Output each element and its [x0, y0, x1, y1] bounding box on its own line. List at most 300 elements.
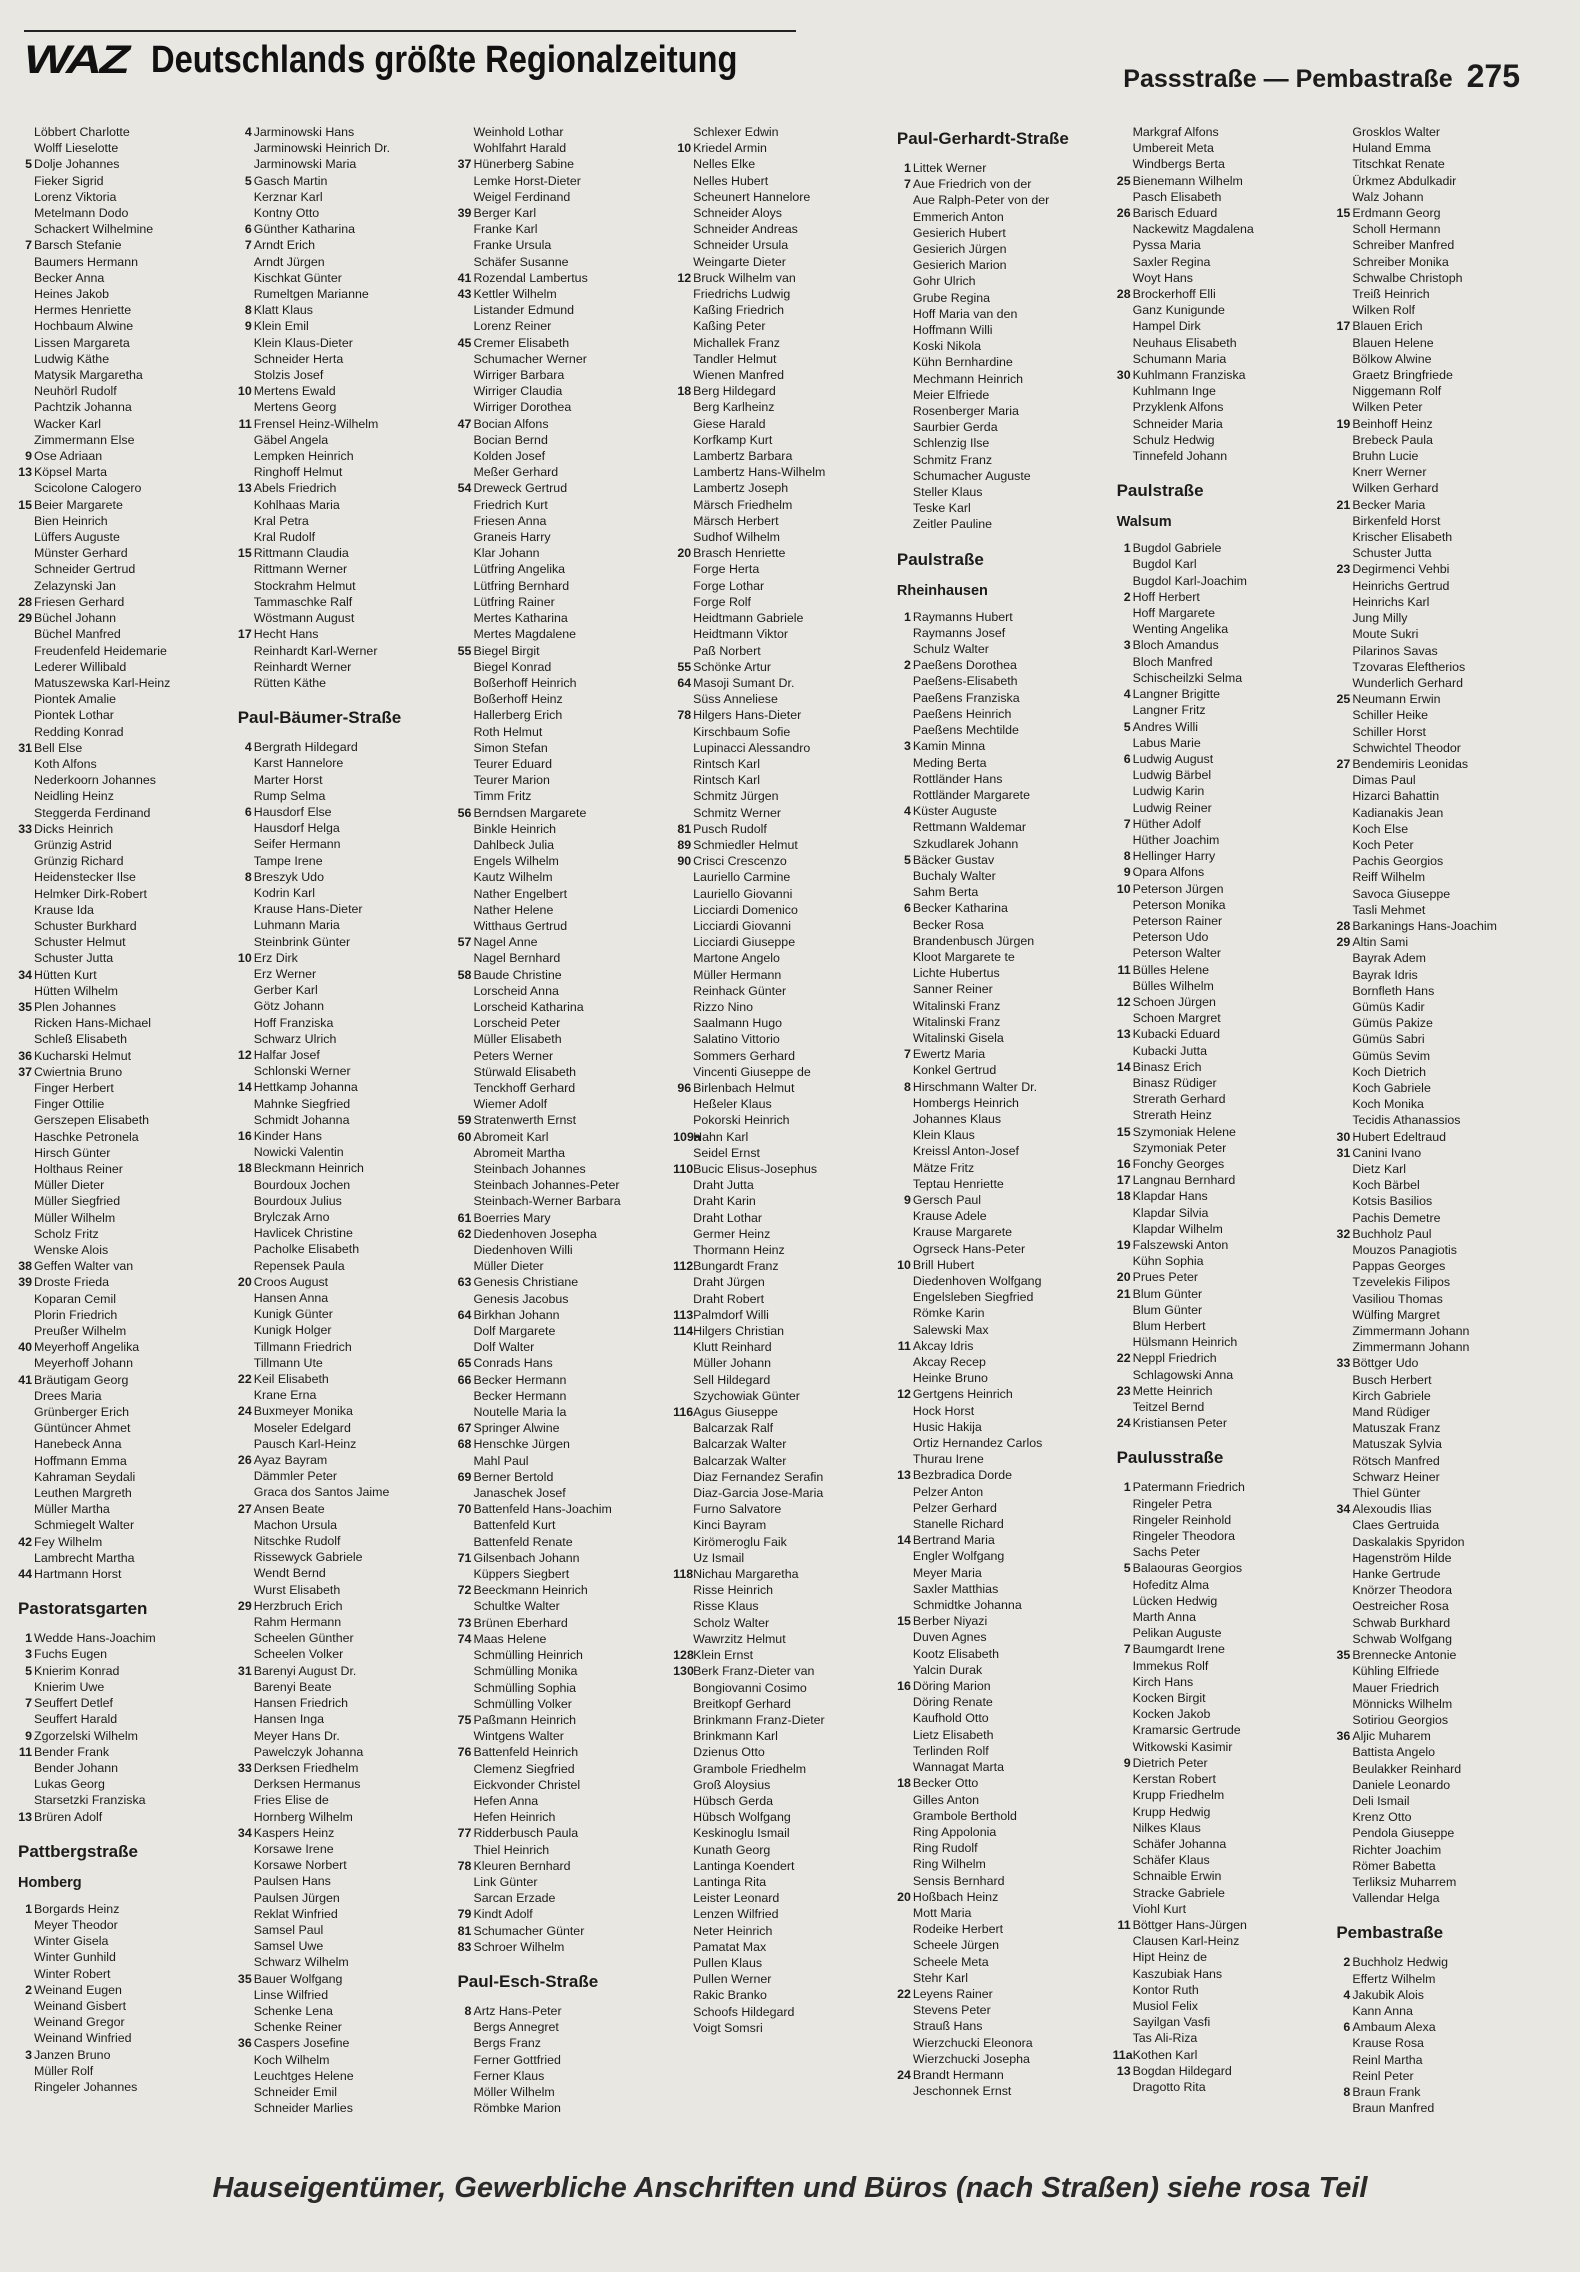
resident-name: Meßer Gerhard [473, 465, 559, 480]
resident-name: Bayrak Idris [1352, 967, 1418, 982]
resident-entry [1332, 659, 1546, 675]
resident-name: Klein Emil [253, 319, 309, 334]
resident-name: Schneider Andreas [693, 222, 798, 237]
resident-name: Hilgers Hans-Dieter [693, 708, 802, 723]
resident-entry [673, 480, 887, 496]
resident-entry [453, 967, 667, 983]
resident-entry [14, 578, 228, 594]
resident-name: Schwab Wolfgang [1352, 1631, 1452, 1646]
house-number: 16 [1116, 1156, 1131, 1171]
resident-name: Grosklos Walter [1352, 125, 1440, 139]
resident-name: Lütfring Bernhard [473, 578, 570, 593]
resident-entry [893, 1727, 1107, 1743]
resident-entry [1332, 1177, 1546, 1193]
resident-entry [673, 1939, 887, 1955]
resident-name: Fries Elise de [253, 1793, 329, 1808]
resident-name: Brasch Henriette [693, 546, 786, 561]
house-number: 19 [1336, 416, 1351, 431]
resident-name: Titschkat Renate [1352, 157, 1445, 172]
resident-entry [14, 918, 228, 934]
resident-entry [673, 561, 887, 577]
resident-entry [14, 1728, 228, 1744]
resident-name: Groß Aloysius [693, 1777, 771, 1792]
resident-name: Battista Angelo [1352, 1745, 1435, 1760]
resident-name: Bugdol Gabriele [1132, 541, 1222, 556]
resident-name: Hecht Hans [253, 627, 319, 642]
resident-name: Moseler Edelgard [253, 1420, 351, 1435]
resident-name: Maas Helene [473, 1631, 547, 1646]
resident-name: Kral Petra [253, 513, 309, 528]
resident-name: Schreiber Manfred [1352, 238, 1455, 253]
resident-entry [453, 837, 667, 853]
resident-name: Steller Klaus [912, 485, 983, 500]
resident-entry [1332, 1355, 1546, 1371]
resident-name: Bien Heinrich [34, 513, 108, 528]
resident-name: Seifer Hermann [253, 837, 341, 852]
resident-entry [673, 497, 887, 513]
resident-entry [893, 1694, 1107, 1710]
resident-name: Rintsch Karl [693, 756, 760, 771]
resident-entry [453, 821, 667, 837]
resident-entry [234, 335, 448, 351]
resident-entry [453, 1145, 667, 1161]
resident-name: Friesen Anna [473, 513, 547, 528]
resident-name: Schmidtke Johanna [912, 1598, 1022, 1613]
resident-name: Brünen Eberhard [473, 1615, 568, 1630]
resident-entry [234, 302, 448, 318]
resident-name: Kindt Adolf [473, 1907, 533, 1922]
resident-name: Kinci Bayram [693, 1518, 767, 1533]
resident-name: Krischer Elisabeth [1352, 530, 1453, 545]
resident-name: Rozendal Lambertus [473, 270, 588, 285]
resident-entry [1332, 545, 1546, 561]
resident-entry [234, 2003, 448, 2019]
resident-entry [234, 1776, 448, 1792]
resident-name: Peterson Rainer [1132, 913, 1223, 928]
resident-entry [893, 690, 1107, 706]
resident-entry [1113, 189, 1327, 205]
resident-entry [14, 1388, 228, 1404]
house-number: 24 [1116, 1416, 1131, 1431]
resident-name: Clemenz Siegfried [473, 1761, 575, 1776]
resident-name: Brandenbusch Jürgen [912, 933, 1035, 948]
resident-name: Ose Adriaan [34, 449, 103, 464]
house-number: 7 [903, 1047, 911, 1062]
resident-name: Ringeler Theodora [1132, 1529, 1235, 1544]
resident-entry [673, 205, 887, 221]
resident-entry [14, 1031, 228, 1047]
resident-name: Kerstan Robert [1132, 1772, 1216, 1787]
resident-entry [1113, 2063, 1327, 2079]
resident-name: Buchholz Paul [1352, 1226, 1432, 1241]
resident-name: Thormann Heinz [693, 1243, 785, 1258]
house-number: 64 [457, 1307, 472, 1322]
resident-entry [453, 1161, 667, 1177]
resident-entry [673, 756, 887, 772]
resident-entry [893, 419, 1107, 435]
resident-name: Finger Herbert [34, 1080, 114, 1095]
resident-name: Tillmann Ute [253, 1355, 323, 1370]
resident-name: Wohlfahrt Harald [473, 141, 567, 156]
resident-name: Grünzig Richard [34, 854, 124, 869]
resident-entry [1332, 1534, 1546, 1550]
resident-name: Schönke Artur [693, 659, 771, 674]
resident-name: Grünberger Erich [34, 1405, 130, 1420]
directory-column-5 [893, 124, 1107, 2164]
resident-entry [234, 464, 448, 480]
house-number: 27 [1336, 756, 1351, 771]
resident-entry [673, 707, 887, 723]
resident-name: Reinhardt Werner [253, 659, 352, 674]
resident-entry [234, 1484, 448, 1500]
resident-name: Stratenwerth Ernst [473, 1113, 577, 1128]
resident-entry [453, 318, 667, 334]
resident-name: Hettkamp Johanna [253, 1080, 358, 1095]
resident-entry [14, 1809, 228, 1825]
resident-name: Erz Dirk [253, 950, 298, 965]
resident-entry [1113, 286, 1327, 302]
resident-entry [893, 1224, 1107, 1240]
resident-entry [1113, 1059, 1327, 1075]
resident-name: Bauer Wolfgang [253, 1971, 343, 1986]
resident-name: Sarcan Erzade [473, 1891, 556, 1906]
directory-column-1 [14, 124, 228, 2164]
resident-name: Lorscheid Anna [473, 983, 559, 998]
resident-entry [893, 836, 1107, 852]
resident-entry [1113, 962, 1327, 978]
resident-entry [893, 1241, 1107, 1257]
house-number: 112 [673, 1259, 694, 1274]
house-number: 81 [677, 821, 692, 836]
resident-entry [453, 335, 667, 351]
resident-entry [14, 318, 228, 334]
resident-entry [1113, 1075, 1327, 1091]
house-number: 21 [1336, 497, 1351, 512]
resident-name: Keil Elisabeth [253, 1372, 329, 1387]
resident-entry [1332, 675, 1546, 691]
resident-name: Müller Dieter [473, 1259, 544, 1274]
house-number: 114 [673, 1324, 694, 1339]
resident-entry [234, 788, 448, 804]
resident-name: Ludwig Käthe [34, 351, 110, 366]
resident-name: Ortiz Hernandez Carlos [912, 1436, 1043, 1451]
resident-name: Zgorzelski Wilhelm [34, 1728, 138, 1743]
resident-entry [673, 594, 887, 610]
resident-entry [453, 1663, 667, 1679]
house-number: 1 [903, 161, 911, 175]
resident-name: Salatino Vittorio [693, 1032, 780, 1047]
resident-name: Metelmann Dodo [34, 206, 129, 221]
resident-name: Lorenz Reiner [473, 319, 552, 334]
resident-entry [673, 1274, 887, 1290]
resident-name: Uz Ismail [693, 1550, 745, 1565]
directory-column-6 [1113, 124, 1327, 2164]
resident-name: Ogrseck Hans-Peter [912, 1241, 1026, 1256]
resident-name: Paeßens Mechtilde [912, 723, 1019, 738]
resident-entry [14, 1485, 228, 1501]
resident-entry [893, 371, 1107, 387]
resident-name: Klein Ernst [693, 1648, 754, 1663]
resident-name: Kubacki Jutta [1132, 1043, 1207, 1058]
resident-entry [893, 1030, 1107, 1046]
resident-name: Ansen Beate [253, 1501, 325, 1516]
resident-entry [893, 160, 1107, 176]
resident-name: Weinand Gisbert [34, 1998, 127, 2013]
resident-entry [893, 1451, 1107, 1467]
resident-entry [893, 338, 1107, 354]
resident-entry [234, 1258, 448, 1274]
resident-entry [1332, 140, 1546, 156]
resident-name: Woyt Hans [1132, 270, 1193, 285]
resident-entry [1332, 124, 1546, 140]
resident-name: Barsch Stefanie [34, 238, 122, 253]
resident-name: Jakubik Alois [1352, 1987, 1424, 2002]
resident-entry [673, 1777, 887, 1793]
resident-name: Hansen Friedrich [253, 1696, 349, 1711]
resident-entry [14, 853, 228, 869]
resident-entry [673, 1793, 887, 1809]
resident-entry [14, 1355, 228, 1371]
resident-entry [1332, 1112, 1546, 1128]
resident-entry [453, 561, 667, 577]
resident-name: Kautz Wilhelm [473, 870, 553, 885]
resident-entry [453, 1550, 667, 1566]
resident-entry [1332, 1210, 1546, 1226]
resident-entry [673, 1015, 887, 1031]
resident-entry [453, 140, 667, 156]
resident-name: Schoofs Hildegard [693, 2004, 795, 2019]
resident-name: Märsch Herbert [693, 513, 779, 528]
resident-name: Hoff Maria van den [912, 306, 1018, 321]
resident-name: Hüther Joachim [1132, 832, 1220, 847]
resident-name: Müller Dieter [34, 1178, 105, 1193]
resident-name: Berber Niyazi [912, 1614, 988, 1629]
house-number: 40 [18, 1340, 32, 1355]
house-number: 11 [18, 1744, 32, 1759]
resident-name: Janzen Bruno [34, 2047, 111, 2062]
resident-name: Döring Marion [912, 1679, 991, 1694]
resident-name: Kadianakis Jean [1352, 805, 1444, 820]
house-number: 1 [1123, 541, 1131, 556]
resident-name: Finger Ottilie [34, 1097, 105, 1112]
house-number: 13 [237, 481, 252, 496]
resident-entry [234, 1760, 448, 1776]
resident-name: Heidtmann Viktor [693, 627, 788, 642]
resident-name: Engelsleben Siegfried [912, 1290, 1034, 1305]
house-number: 56 [457, 805, 472, 820]
resident-entry [453, 643, 667, 659]
house-number: 13 [1116, 2063, 1131, 2078]
resident-name: Heßeler Klaus [693, 1097, 772, 1112]
resident-name: Kocken Birgit [1132, 1691, 1206, 1706]
resident-entry [14, 1517, 228, 1533]
resident-name: Schäfer Johanna [1132, 1836, 1227, 1851]
resident-entry [234, 1971, 448, 1987]
resident-name: Krane Erna [253, 1388, 317, 1403]
resident-name: Paeßens-Elisabeth [912, 674, 1018, 689]
house-number: 28 [1116, 287, 1131, 302]
house-number: 6 [244, 222, 252, 237]
resident-entry [234, 1355, 448, 1371]
resident-name: Scicolone Calogero [34, 481, 142, 496]
resident-name: Stehr Karl [912, 1970, 968, 1985]
resident-name: Starsetzki Franziska [34, 1793, 146, 1808]
resident-entry [893, 1937, 1107, 1953]
house-number: 9 [25, 1728, 32, 1743]
resident-name: Jarminowski Hans [253, 125, 355, 139]
resident-name: Bergs Annegret [473, 2020, 559, 2035]
resident-entry [14, 1453, 228, 1469]
resident-name: Hausdorf Else [253, 804, 332, 819]
resident-name: Pullen Werner [693, 1972, 772, 1987]
resident-entry [673, 156, 887, 172]
resident-name: Wenting Angelika [1132, 622, 1229, 637]
resident-entry [453, 886, 667, 902]
resident-entry [234, 1420, 448, 1436]
resident-name: Hübsch Gerda [693, 1793, 774, 1808]
resident-entry [1332, 480, 1546, 496]
resident-entry [1332, 399, 1546, 415]
resident-entry [1332, 1064, 1546, 1080]
resident-name: Ludwig Reiner [1132, 800, 1212, 815]
resident-entry [893, 2067, 1107, 2083]
resident-entry [14, 1630, 228, 1646]
house-number: 2 [1343, 1955, 1351, 1970]
resident-name: Ringhoff Helmut [253, 465, 343, 480]
resident-name: Hornberg Wilhelm [253, 1809, 353, 1824]
resident-name: Forge Herta [693, 562, 760, 577]
resident-name: Hoff Herbert [1132, 589, 1200, 604]
resident-name: Schultke Walter [473, 1599, 560, 1614]
resident-entry [234, 675, 448, 691]
resident-entry [1332, 610, 1546, 626]
resident-entry [453, 1566, 667, 1582]
house-number: 28 [1336, 918, 1351, 933]
resident-entry [234, 643, 448, 659]
resident-name: Ferner Klaus [473, 2068, 545, 2083]
resident-name: Kirch Gabriele [1352, 1388, 1431, 1403]
resident-entry [234, 1938, 448, 1954]
resident-name: Bergs Franz [473, 2036, 541, 2051]
resident-entry [673, 1874, 887, 1890]
resident-name: Schleß Elisabeth [34, 1032, 127, 1047]
resident-name: Akcay Recep [912, 1355, 986, 1370]
resident-entry [234, 1160, 448, 1176]
resident-entry [14, 869, 228, 885]
resident-entry [14, 1566, 228, 1582]
resident-name: Daskalakis Spyridon [1352, 1534, 1465, 1549]
resident-entry [893, 884, 1107, 900]
resident-name: Mertens Georg [253, 400, 337, 415]
resident-entry [234, 1954, 448, 1970]
house-number: 43 [457, 287, 472, 302]
resident-entry [453, 1939, 667, 1955]
resident-entry [14, 1339, 228, 1355]
resident-entry [453, 724, 667, 740]
house-number: 75 [457, 1712, 472, 1727]
resident-entry [673, 2004, 887, 2020]
house-number: 29 [237, 1598, 252, 1613]
resident-entry [673, 335, 887, 351]
resident-name: Raymanns Josef [912, 625, 1006, 640]
house-number: 36 [1336, 1729, 1351, 1744]
resident-entry [1332, 869, 1546, 885]
resident-entry [673, 918, 887, 934]
resident-name: Bendemiris Leonidas [1352, 756, 1469, 771]
resident-entry [673, 837, 887, 853]
resident-name: Moute Sukri [1352, 627, 1419, 642]
resident-name: Terliksiz Muharrem [1352, 1874, 1457, 1889]
resident-entry [14, 124, 228, 140]
resident-entry [453, 1096, 667, 1112]
resident-entry [453, 1631, 667, 1647]
resident-entry [453, 1923, 667, 1939]
resident-name: Schneider Ursula [693, 238, 789, 253]
house-number: 10 [237, 384, 252, 399]
resident-entry [1332, 1031, 1546, 1047]
resident-entry [234, 1144, 448, 1160]
resident-name: Diedenhoven Josepha [473, 1226, 597, 1241]
resident-name: Saxler Matthias [912, 1581, 999, 1596]
resident-entry [14, 837, 228, 853]
resident-name: Fonchy Georges [1132, 1156, 1225, 1171]
resident-name: Bourdoux Jochen [253, 1177, 351, 1192]
resident-entry [234, 416, 448, 432]
resident-entry [893, 1824, 1107, 1840]
resident-name: Nackewitz Magdalena [1132, 222, 1254, 237]
resident-entry [453, 1825, 667, 1841]
resident-entry [673, 1226, 887, 1242]
resident-entry [453, 416, 667, 432]
resident-name: Crisci Crescenzo [693, 854, 787, 869]
resident-name: Brinkmann Karl [693, 1729, 778, 1744]
resident-name: Simon Stefan [473, 740, 548, 755]
resident-entry [673, 1355, 887, 1371]
resident-name: Nelles Elke [693, 157, 756, 172]
resident-entry [1332, 1842, 1546, 1858]
resident-name: Sotiriou Georgios [1352, 1712, 1449, 1727]
resident-name: Rintsch Karl [693, 773, 760, 788]
resident-entry [1332, 1436, 1546, 1452]
resident-name: Labus Marie [1132, 735, 1201, 750]
resident-entry [14, 2014, 228, 2030]
resident-entry [1332, 1615, 1546, 1631]
resident-name: Marth Anna [1132, 1610, 1196, 1625]
resident-entry [14, 529, 228, 545]
resident-name: Schenke Reiner [253, 2020, 342, 2035]
resident-entry [234, 1225, 448, 1241]
resident-entry [1113, 1026, 1327, 1042]
resident-entry [453, 918, 667, 934]
resident-name: Winter Gisela [34, 1934, 109, 1949]
resident-entry [234, 1565, 448, 1581]
resident-entry [893, 1921, 1107, 1937]
resident-name: Linse Wilfried [253, 1987, 329, 2002]
house-number: 18 [1116, 1189, 1131, 1204]
resident-name: Schneider Aloys [693, 206, 783, 221]
resident-entry [1332, 1291, 1546, 1307]
resident-entry [893, 290, 1107, 306]
resident-name: Husic Hakija [912, 1419, 982, 1434]
resident-entry [453, 1372, 667, 1388]
resident-name: Martone Angelo [693, 951, 780, 966]
resident-name: Saxler Regina [1132, 254, 1211, 269]
resident-entry [14, 480, 228, 496]
resident-entry [453, 399, 667, 415]
resident-entry [1113, 654, 1327, 670]
resident-name: Strerath Heinz [1132, 1108, 1212, 1123]
resident-name: Gümüs Sevim [1352, 1048, 1431, 1063]
